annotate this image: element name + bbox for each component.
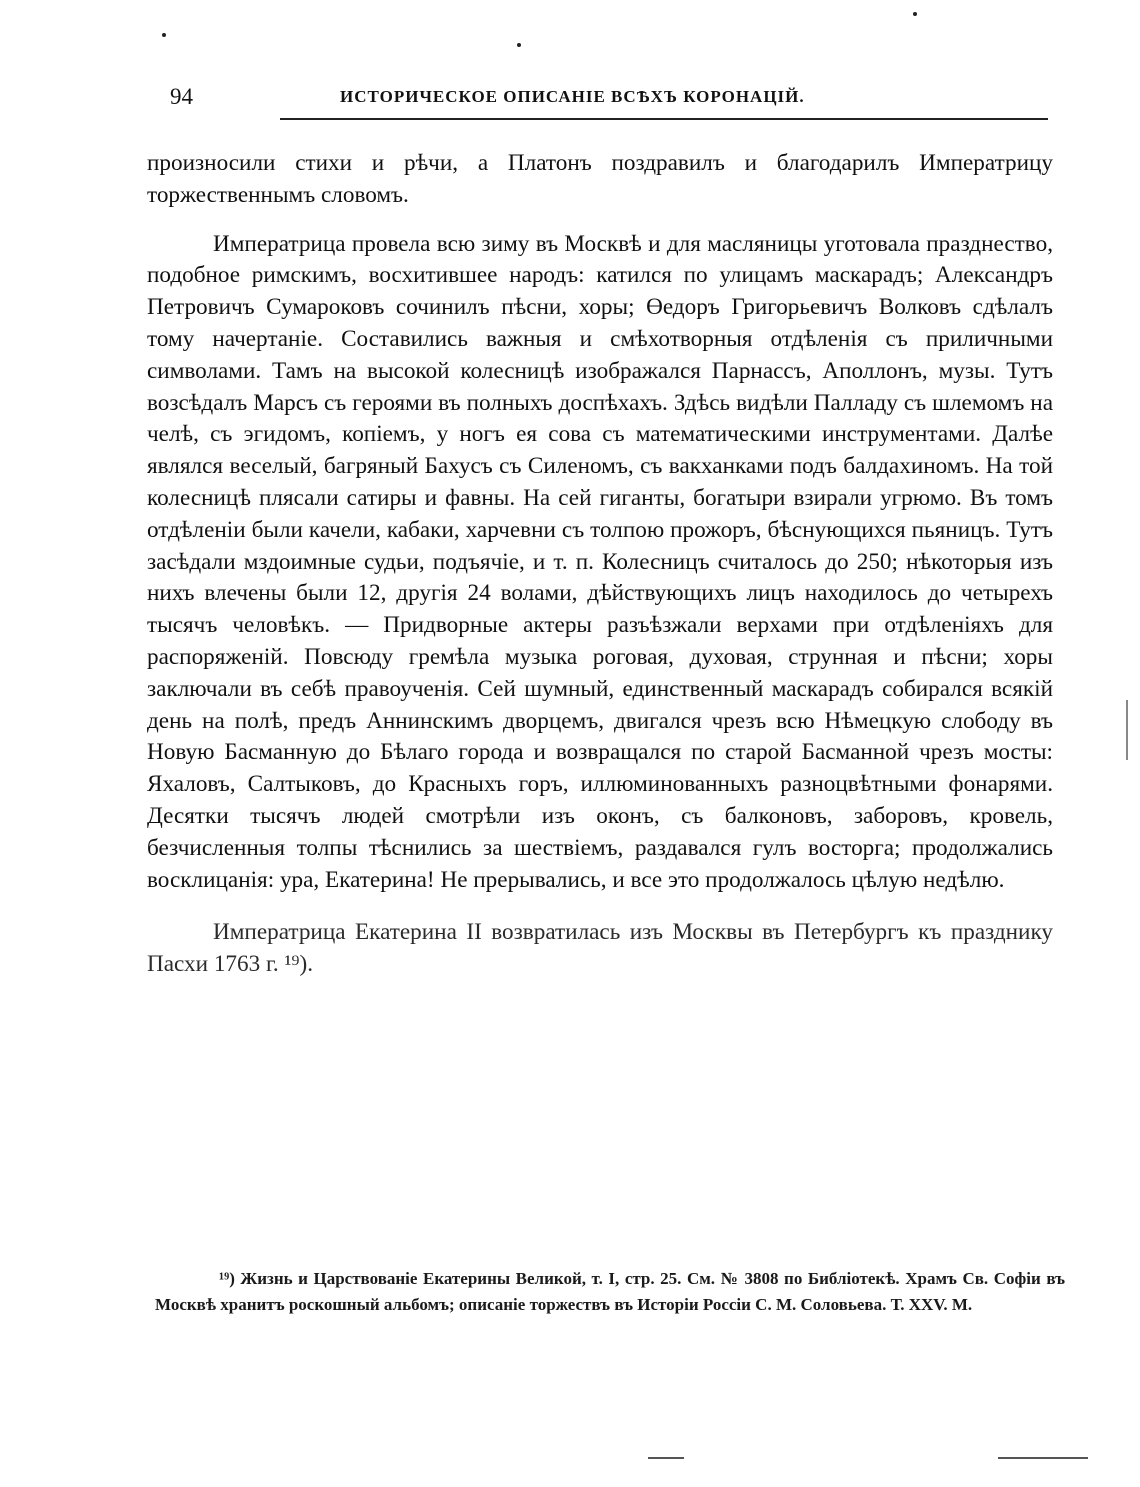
bottom-rule [998,1457,1088,1459]
body-text [147,148,1053,981]
paragraph: Императрица Екатерина II возвратилась изъ Москвы въ Петербургъ къ празднику Пасхи 1763 г. ¹⁹). [147,919,1053,978]
page-header [170,84,1046,114]
header-rule [280,118,1048,120]
footnote: ¹⁹) Жизнь и Царствованіе Екатерины Великой, т. I, стр. 25. См. № 3808 по Библіотекѣ. Храмъ Св. Софіи въ Москвѣ хранитъ роскошный альбомъ; описаніе торжествъ въ Исторіи Россіи С. М. Соловьева. Т. XXV. М. [155,1269,1065,1314]
scan-speck [162,33,166,37]
paragraph: Императрица провела всю зиму въ Москвѣ и для масляницы уготовала празднество, подобное римскимъ, восхитившее народъ: катился по улицамъ маскарадъ; Александръ Петровичъ Сумароковъ сочинилъ пѣсни, хоры; Өедоръ Григорьевичъ Волковъ сдѣлалъ тому начертаніе. Составились важныя и смѣхотворныя отдѣленія съ приличными символами. Тамъ на высокой колесницѣ изображался Парнассъ, Аполлонъ, музы. Тутъ возсѣдалъ Марсъ съ героями въ полныхъ доспѣхахъ. Здѣсь видѣли Палладу съ шлемомъ на челѣ, съ эгидомъ, копіемъ, у ногъ ея сова съ математическими инструментами. Далѣе являлся веселый, багряный Бахусъ съ Силеномъ, съ вакханками подъ балдахиномъ. На той колесницѣ плясали сатиры и фавны. На сей гиганты, богатыри взирали угрюмо. Въ томъ отдѣленіи были качели, кабаки, харчевни съ толпою прожоръ, бѣснующихся пьяницъ. Тутъ засѣдали мздоимные судьи, подъячіе, и т. п. Колесницъ считалось до 250; нѣкоторыя изъ нихъ влечены были 12, другія 24 волами, дѣйствующихъ лицъ находилось до четырехъ тысячъ человѣкъ. — Придворные актеры разъѣзжали верхами при отдѣленіяхъ для распоряженій. Повсюду гремѣла музыка роговая, духовая, струнная и пѣсни; хоры заключали въ себѣ правоученія. Сей шумный, единственный маскарадъ собирался всякій день на полѣ, предъ Аннинскимъ дворцемъ, двигался чрезъ всю Нѣмецкую слободу въ Новую Басманную до Бѣлаго города и возвращался по старой Басманной чрезъ мосты: Яхаловъ, Салтыковъ, до Красныхъ горъ, иллюминованныхъ разноцвѣтными фонарями. Десятки тысячъ людей смотрѣли изъ оконъ, съ балконовъ, заборовъ, кровель, безчисленныя толпы тѣснились за шествіемъ, раздавался гулъ восторга; продолжались восклицанія: ура, Екатерина! Не прерывались, и все это продолжалось цѣлую недѣлю. [147,230,1053,893]
paragraph: произносили стихи и рѣчи, а Платонъ поздравилъ и благодарилъ Императрицу торжественнымъ словомъ. [147,150,1053,208]
margin-mark [1126,700,1128,760]
running-title: ИСТОРИЧЕСКОЕ ОПИСАНІЕ ВСѢХЪ КОРОНАЦІЙ. [340,87,805,106]
page-number: 94 [170,84,193,109]
scan-speck [913,12,917,16]
bottom-rule [648,1457,684,1459]
scan-speck [517,43,521,47]
